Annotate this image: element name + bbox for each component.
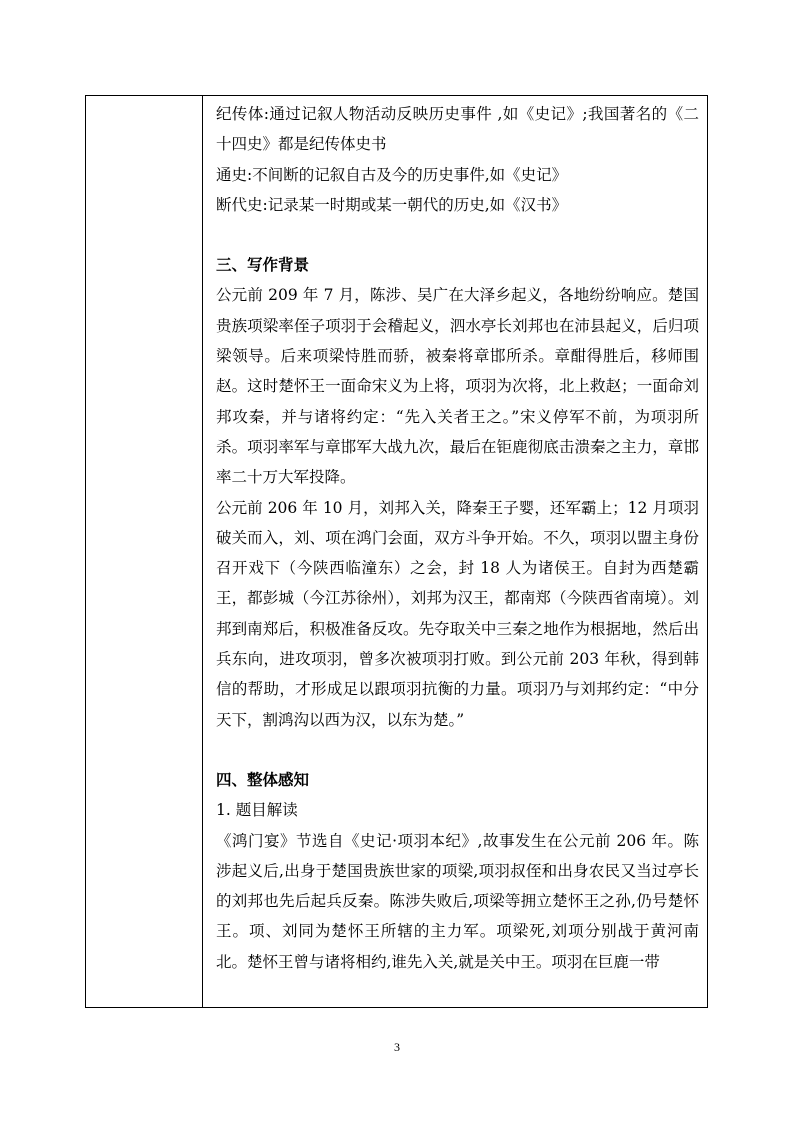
table-right-column [204, 96, 707, 1007]
content-table [85, 95, 708, 1008]
table-left-column [86, 96, 203, 1007]
genre-line-general-history: 通史:不间断的记叙自古及今的历史事件,如《史记》 [216, 165, 568, 184]
perception-subheading: 1. 题目解读 [216, 801, 298, 820]
perception-paragraph: 《鸿门宴》节选自《史记·项羽本纪》,故事发生在公元前 206 年。陈涉起义后,出身于楚国贵族世家的项梁,项羽叔侄和出身农民又当过亭长的刘邦也先后起兵反秦。陈涉失败后,项梁等拥立楚怀王之孙,仍号楚怀王。项、刘同为楚怀王所辖的主力军。项梁死,刘项分别战于黄河南北。楚怀王曾与诸将相约,谁先入关,就是关中王。项羽在巨鹿一带 [216, 831, 699, 971]
genre-line-biography: 纪传体:通过记叙人物活动反映历史事件 ,如《史记》;我国著名的《二十四史》都是纪传体史书 [216, 105, 699, 154]
background-paragraph: 公元前 209 年 7 月，陈涉、吴广在大泽乡起义，各地纷纷响应。楚国贵族项梁率侄子项羽于会稽起义，泗水亭长刘邦也在沛县起义，后归项梁领导。后来项梁恃胜而骄，被秦将章邯所杀。章酣得胜后，移师围赵。这时楚怀王一面命宋义为上将，项羽为次将，北上救赵；一面命刘邦攻秦，并与诸将约定：“先入关者王之。”宋义停军不前，为项羽所杀。项羽率军与章邯军大战九次，最后在钜鹿彻底击溃秦之主力，章邯率二十万大军投降。 [216, 286, 699, 487]
background-heading: 三、写作背景 [216, 256, 310, 275]
background-paragraph: 公元前 206 年 10 月，刘邦入关，降秦王子婴，还军霸上；12 月项羽破关而入，刘、项在鸿门会面，双方斗争开始。不久，项羽以盟主身份召开戏下（今陕西临潼东）之会，封 18 人为诸侯王。自封为西楚霸王，都彭城（今江苏徐州），刘邦为汉王，都南郑（今陕西省南境）。刘邦到南郑后，积极准备反攻。先夺取关中三秦之地作为根据地，然后出兵东向，进攻项羽，曾多次被项羽打败。到公元前 203 年秋，得到韩信的帮助，才形成足以跟项羽抗衡的力量。项羽乃与刘邦约定：“中分天下，割鸿沟以西为汉，以东为楚。” [216, 498, 699, 729]
genre-line-dynastic-history: 断代史:记录某一时期或某一朝代的历史,如《汉书》 [216, 195, 568, 214]
perception-heading: 四、整体感知 [216, 770, 310, 789]
page-number: 3 [394, 1040, 400, 1054]
